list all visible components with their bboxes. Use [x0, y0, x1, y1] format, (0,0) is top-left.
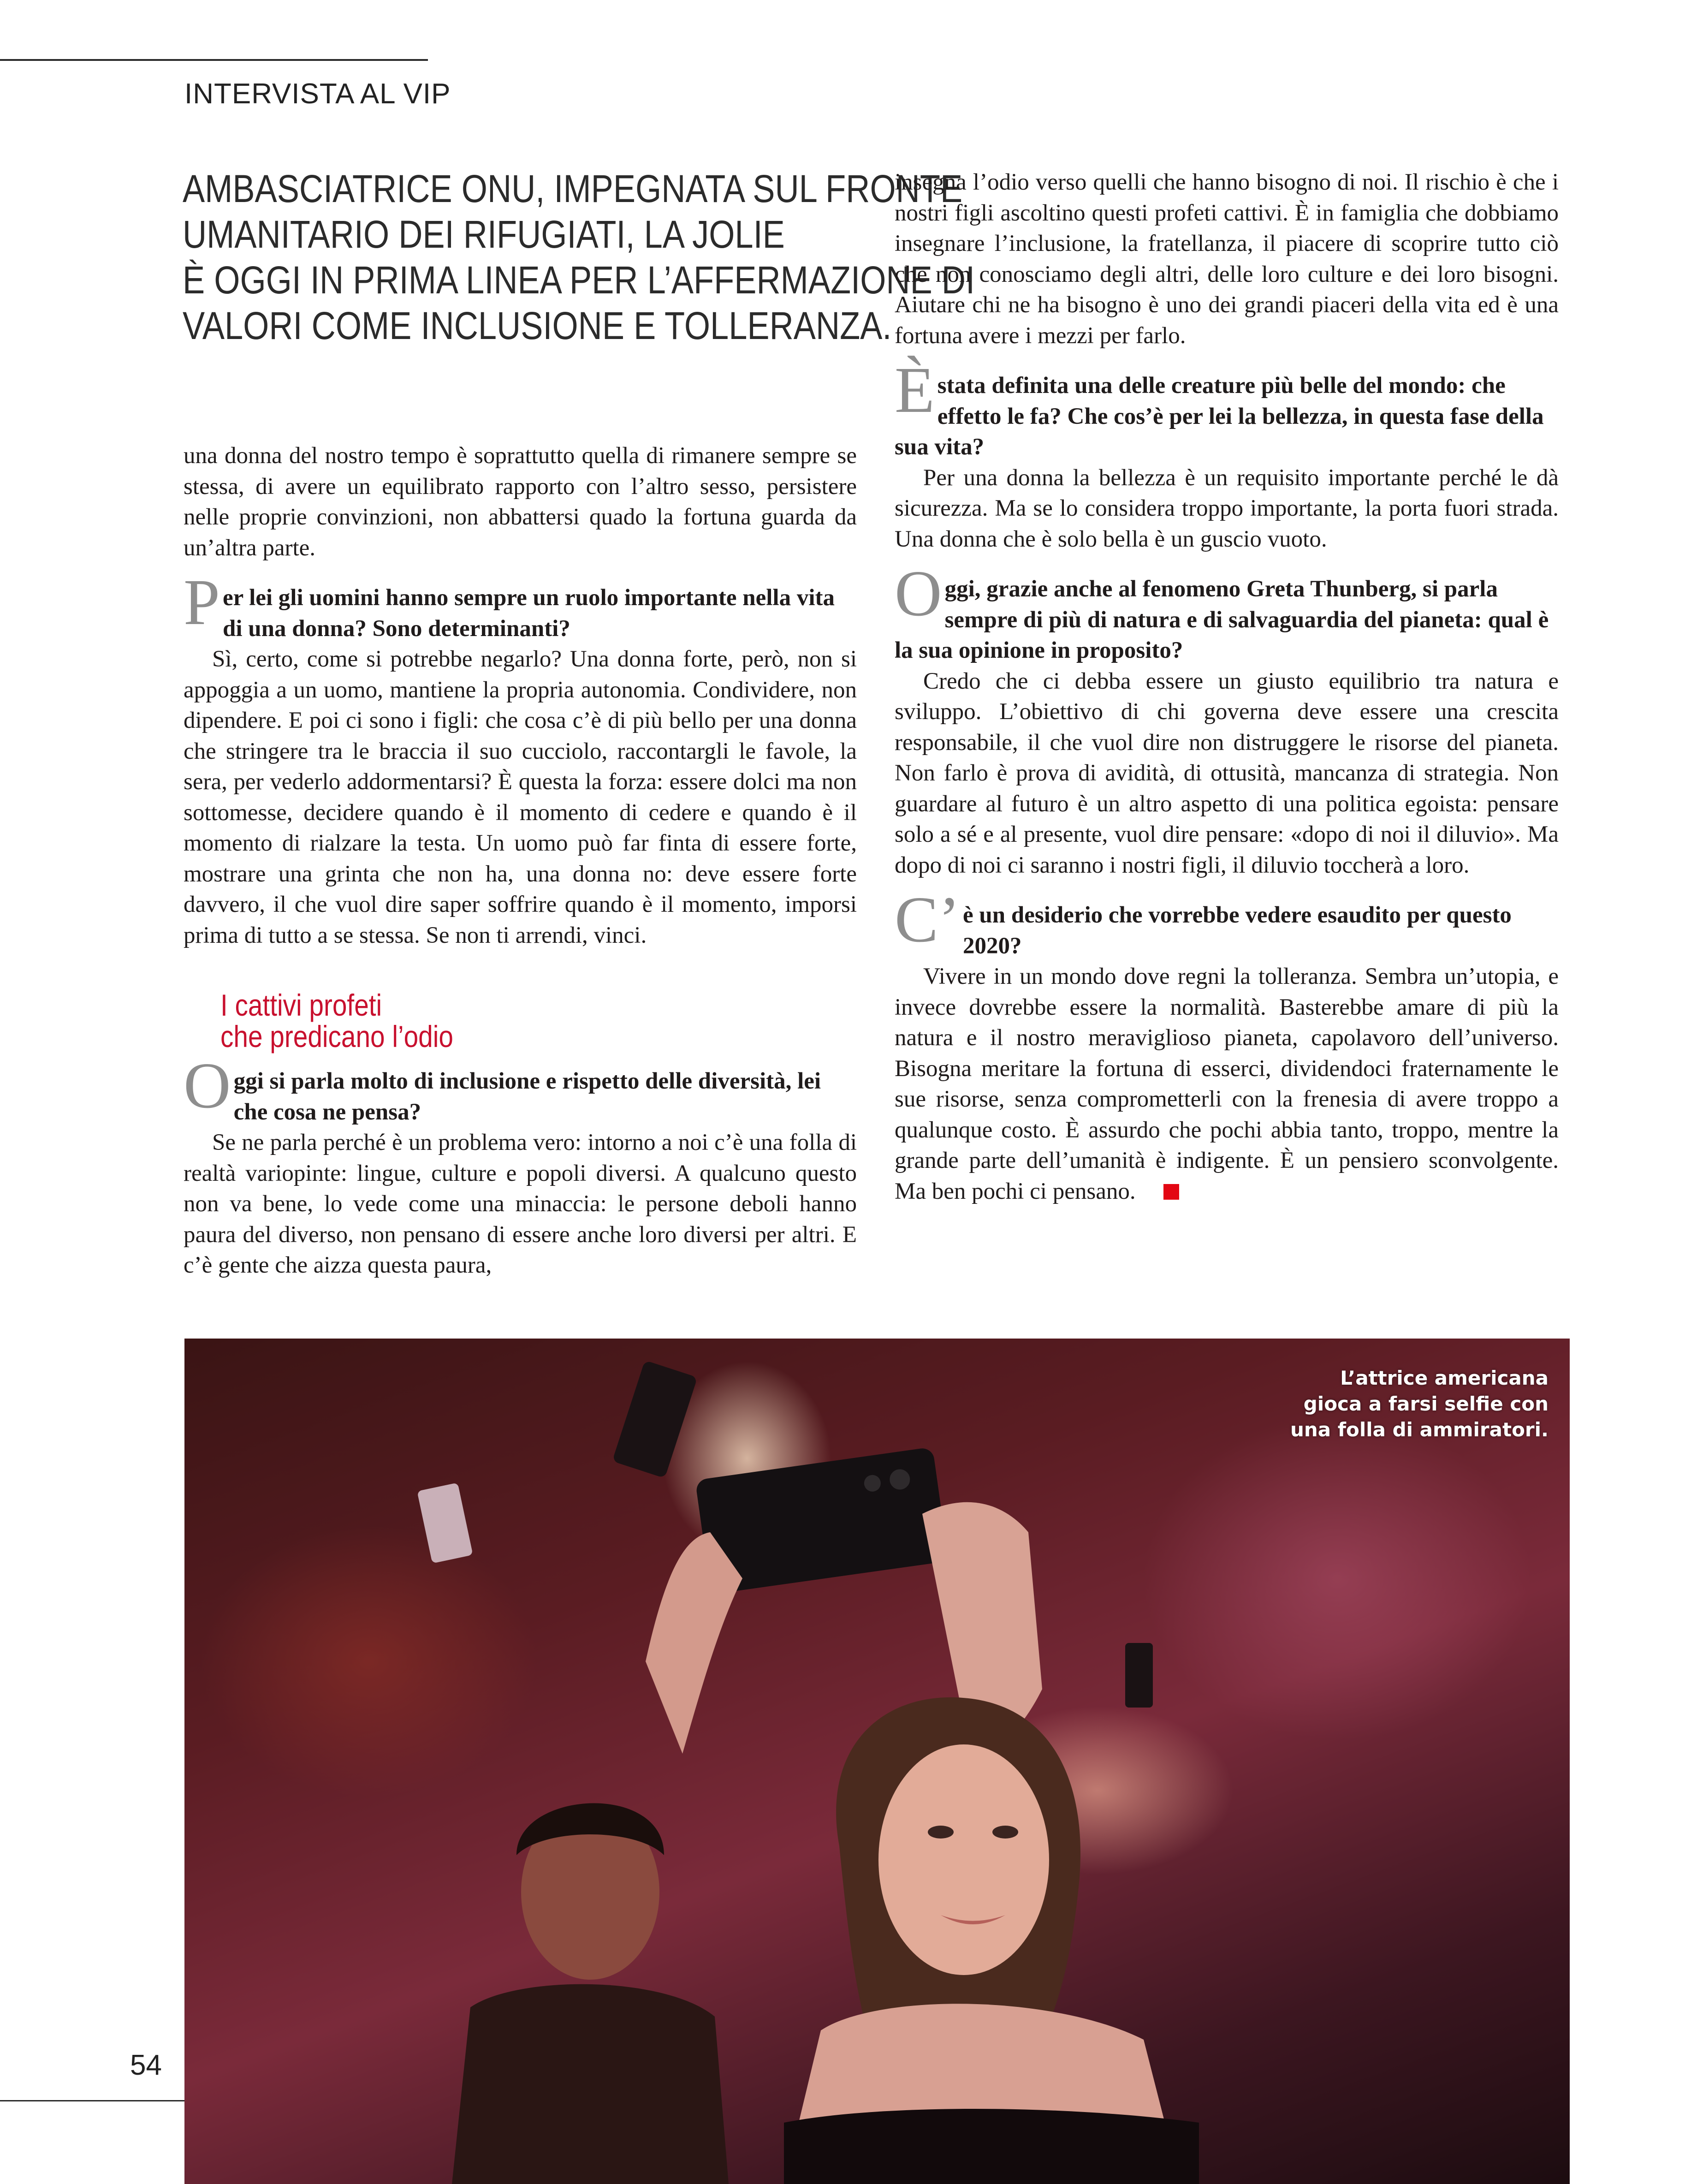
question-2: [184, 1049, 857, 1127]
answer-1: Sì, certo, come si potrebbe negarlo? Una donna forte, però, non si appoggia a un uomo, mantiene la propria autonomia. Condividere, non dipendere. E poi ci sono i figli: che cosa c’è di più bello per una donna che stringere tra le braccia il suo cucciolo, raccontargli le favole, la sera, per vederlo addormentarsi? È questa la forza: essere dolci ma non sottomesse, decidere quando è il momento di cedere e quando è il momento di rialzare la testa. Un uomo può far finta di essere forte, mostrare una grinta che non ha, una donna no: deve essere forte davvero, il che vuol dire saper soffrire quando è il momento, imporsi prima di tutto a se stessa. Se non ti arrendi, vinci.: [184, 646, 857, 948]
answer-3: Per una donna la bellezza è un requisito importante perché le dà sicurezza. Ma se lo considera troppo importante, la porta fuori strada. Una donna che è solo bella è un guscio vuoto.: [895, 464, 1559, 552]
pull-quote: [183, 166, 975, 349]
answer-4: Credo che ci debba essere un giusto equilibrio tra natura e sviluppo. L’obiettivo di chi governa deve essere una crescita responsabile, il che vuol dire non distruggere le risorse del pianeta. Non farlo è prova di avidità, di ottusità, mancanza di strategia. Non guardare al futuro è un altro aspetto di una politica egoista: pensare solo a sé e al presente, vuol dire pensare: «dopo di noi il diluvio». Ma dopo di noi ci saranno i nostri figli, il diluvio toccherà a loro.: [895, 668, 1559, 878]
fan-body: [452, 1984, 729, 2184]
question-1: [184, 565, 857, 644]
subhead-line: I cattivi profeti: [220, 988, 382, 1022]
photo-caption: [1290, 1365, 1549, 1443]
question-text: ggi si parla molto di inclusione e rispetto delle diversità, lei che cosa ne pensa?: [233, 1068, 821, 1125]
subhead-line: che predicano l’odio: [220, 1019, 453, 1053]
pull-quote-line: È OGGI IN PRIMA LINEA PER L’AFFERMAZIONE DI: [183, 258, 975, 302]
crowd-phone: [612, 1360, 697, 1478]
bottom-rule: [0, 2100, 184, 2101]
right-column: [895, 167, 1559, 1207]
answer-2: Se ne parla perché è un problema vero: intorno a noi c’è una folla di realtà variopinte: lingue, culture e popoli diversi. A qualcuno questo non va bene, lo vede come una minaccia: le persone deboli hanno paura del diverso, non pensano di essere anche loro diversi per altri. E c’è gente che aizza questa paura,: [184, 1130, 857, 1278]
section-label: INTERVISTA AL VIP: [184, 78, 451, 110]
dress: [784, 2109, 1199, 2184]
eye: [992, 1826, 1018, 1839]
answer-text: Vivere in un mondo dove regni la tolleranza. Sembra un’utopia, e invece dovrebbe essere la normalità. Basterebbe amare di più la natura e il nostro meraviglioso pianeta, capolavoro dell’universo. Bisogna meritare la fortuna di esserci, dividendoci fraternamente le sue risorse, senza comprometterli con la frenesia di avere troppo a qualunque costo. È assurdo che pochi abbia tanto, troppo, mentre la grande parte dell’umanità è indigente. È un pensiero sconvolgente. Ma ben pochi ci pensano.: [895, 964, 1559, 1204]
eye: [928, 1826, 954, 1839]
caption-line: L’attrice americana: [1340, 1367, 1549, 1389]
end-of-article-mark: [1163, 1184, 1179, 1200]
top-rule: [0, 59, 428, 61]
crowd-phone: [1125, 1643, 1153, 1708]
caption-line: una folla di ammiratori.: [1290, 1418, 1549, 1441]
question-4: [895, 557, 1559, 666]
intro-paragraph: una donna del nostro tempo è soprattutto quella di rimanere sempre se stessa, di avere un equilibrato rapporto con l’altro sesso, persistere nelle proprie convinzioni, non abbattersi quado la fortuna guarda da un’altra parte.: [184, 443, 857, 561]
question-text: stata definita una delle creature più belle del mondo: che effetto le fa? Che cos’è per lei la bellezza, in questa fase della sua vita?: [895, 373, 1544, 460]
pull-quote-line: VALORI COME INCLUSIONE E TOLLERANZA.: [183, 304, 892, 347]
pull-quote-line: AMBASCIATRICE ONU, IMPEGNATA SUL FRONTE: [183, 167, 963, 210]
left-column: [184, 440, 857, 1281]
question-5: [895, 883, 1559, 961]
answer-5: [895, 961, 1559, 1207]
face: [878, 1744, 1049, 1975]
subhead: [220, 989, 768, 1052]
drop-cap: C’: [895, 883, 960, 956]
caption-line: gioca a farsi selfie con: [1303, 1393, 1549, 1415]
question-3: [895, 353, 1559, 463]
drop-cap: O: [184, 1049, 231, 1122]
pull-quote-line: UMANITARIO DEI RIFUGIATI, LA JOLIE: [183, 213, 785, 256]
left-hand: [646, 1532, 742, 1754]
drop-cap: È: [895, 353, 935, 426]
page-number: 54: [130, 2049, 162, 2081]
drop-cap: P: [184, 565, 220, 638]
drop-cap: O: [895, 557, 942, 630]
question-text: ggi, grazie anche al fenomeno Greta Thunberg, si parla sempre di più di natura e di salvaguardia del pianeta: qual è la sua opinione in proposito?: [895, 576, 1549, 663]
photo-selfie-crowd: [184, 1339, 1570, 2184]
question-text: è un desiderio che vorrebbe vedere esaudito per questo 2020?: [963, 902, 1512, 959]
question-text: er lei gli uomini hanno sempre un ruolo importante nella vita di una donna? Sono determinanti?: [222, 585, 835, 642]
photo-illustration: [184, 1339, 1570, 2184]
crowd-phone: [417, 1482, 473, 1563]
continued-paragraph: insegna l’odio verso quelli che hanno bisogno di noi. Il rischio è che i nostri figli ascoltino questi profeti cattivi. È in famiglia che dobbiamo insegnare l’inclusione, la fratellanza, il piacere di scoprire tutto ciò che non conosciamo degli altri, delle loro culture e dei loro bisogni. Aiutare chi ne ha bisogno è uno dei grandi piaceri della vita ed è una fortuna avere i mezzi per farlo.: [895, 169, 1559, 349]
